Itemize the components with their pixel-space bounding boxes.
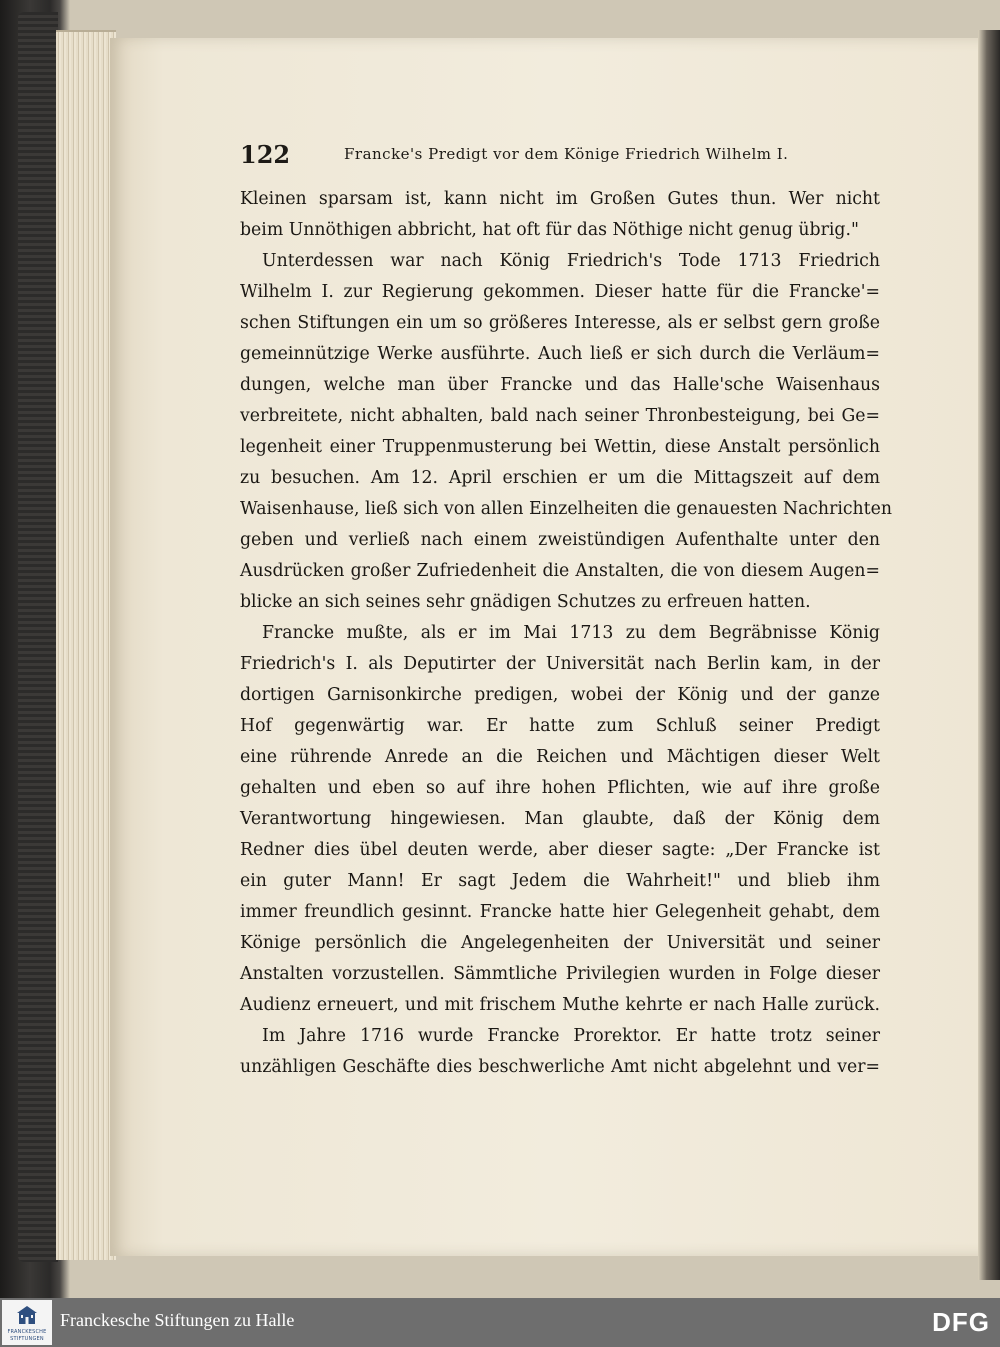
book-cover-left bbox=[18, 12, 58, 1262]
text-line: gehalten und eben so auf ihre hohen Pflichten, wie auf ihre große bbox=[240, 778, 880, 798]
page-number: 122 bbox=[240, 140, 291, 169]
text-line: Friedrich's I. als Deputirter der Universität nach Berlin kam, in der bbox=[240, 654, 880, 674]
page-right-edge bbox=[978, 30, 1000, 1280]
viewer-footer bbox=[0, 1298, 1000, 1347]
text-line: Anstalten vorzustellen. Sämmtliche Privilegien wurden in Folge dieser bbox=[240, 964, 880, 984]
text-line: schen Stiftungen ein um so größeres Interesse, als er selbst gern große bbox=[240, 313, 880, 333]
text-line: eine rührende Anrede an die Reichen und Mächtigen dieser Welt bbox=[240, 747, 880, 767]
text-line: Wilhelm I. zur Regierung gekommen. Dieser hatte für die Francke'= bbox=[240, 282, 880, 302]
logo-text: FRANCKESCHE bbox=[7, 1329, 47, 1335]
text-line: immer freundlich gesinnt. Francke hatte hier Gelegenheit gehabt, dem bbox=[240, 902, 880, 922]
dfg-logo[interactable]: DFG bbox=[932, 1307, 990, 1337]
text-line: blicke an sich seines sehr gnädigen Schutzes zu erfreuen hatten. bbox=[240, 592, 811, 612]
text-line: Im Jahre 1716 wurde Francke Prorektor. Er hatte trotz seiner bbox=[262, 1026, 880, 1046]
institution-logo[interactable] bbox=[2, 1300, 52, 1345]
running-title: Francke's Predigt vor dem Könige Friedrich Wilhelm I. bbox=[344, 145, 789, 163]
text-line: Unterdessen war nach König Friedrich's Tode 1713 Friedrich bbox=[262, 251, 880, 271]
text-line: Francke mußte, als er im Mai 1713 zu dem Begräbnisse König bbox=[262, 623, 880, 643]
text-line: ein guter Mann! Er sagt Jedem die Wahrheit!" und blieb ihm bbox=[240, 871, 880, 891]
text-line: verbreitete, nicht abhalten, bald nach seiner Thronbesteigung, bei Ge= bbox=[240, 406, 880, 426]
text-line: Ausdrücken großer Zufriedenheit die Anstalten, die von diesem Augen= bbox=[240, 561, 880, 581]
text-line: gemeinnützige Werke ausführte. Auch ließ er sich durch die Verläum= bbox=[240, 344, 880, 364]
text-line: unzähligen Geschäfte dies beschwerliche Amt nicht abgelehnt und ver= bbox=[240, 1057, 880, 1077]
text-line: legenheit einer Truppenmusterung bei Wettin, diese Anstalt persönlich bbox=[240, 437, 880, 457]
text-line: beim Unnöthigen abbricht, hat oft für das Nöthige nicht genug übrig." bbox=[240, 220, 859, 240]
text-line: zu besuchen. Am 12. April erschien er um die Mittagszeit auf dem bbox=[240, 468, 880, 488]
text-line: Hof gegenwärtig war. Er hatte zum Schluß seiner Predigt bbox=[240, 716, 880, 736]
page-edges bbox=[56, 30, 116, 1260]
text-line: Redner dies übel deuten werde, aber dieser sagte: „Der Francke ist bbox=[240, 840, 880, 860]
text-line: dungen, welche man über Francke und das Halle'sche Waisenhaus bbox=[240, 375, 880, 395]
text-line: Verantwortung hingewiesen. Man glaubte, daß der König dem bbox=[240, 809, 880, 829]
logo-text: STIFTUNGEN bbox=[10, 1336, 44, 1342]
page-header bbox=[240, 140, 880, 172]
text-line: geben und verließ nach einem zweistündigen Aufenthalte unter den bbox=[240, 530, 880, 550]
text-line: Waisenhause, ließ sich von allen Einzelheiten die genauesten Nachrichten bbox=[240, 499, 892, 519]
text-line: dortigen Garnisonkirche predigen, wobei der König und der ganze bbox=[240, 685, 880, 705]
text-line: Audienz erneuert, und mit frischem Muthe kehrte er nach Halle zurück. bbox=[240, 995, 880, 1015]
building-logo-icon bbox=[17, 1306, 37, 1324]
text-line: Könige persönlich die Angelegenheiten der Universität und seiner bbox=[240, 933, 880, 953]
institution-link[interactable]: Franckesche Stiftungen zu Halle bbox=[60, 1310, 295, 1330]
body-text bbox=[240, 184, 892, 1083]
text-line: Kleinen sparsam ist, kann nicht im Großen Gutes thun. Wer nicht bbox=[240, 189, 880, 209]
